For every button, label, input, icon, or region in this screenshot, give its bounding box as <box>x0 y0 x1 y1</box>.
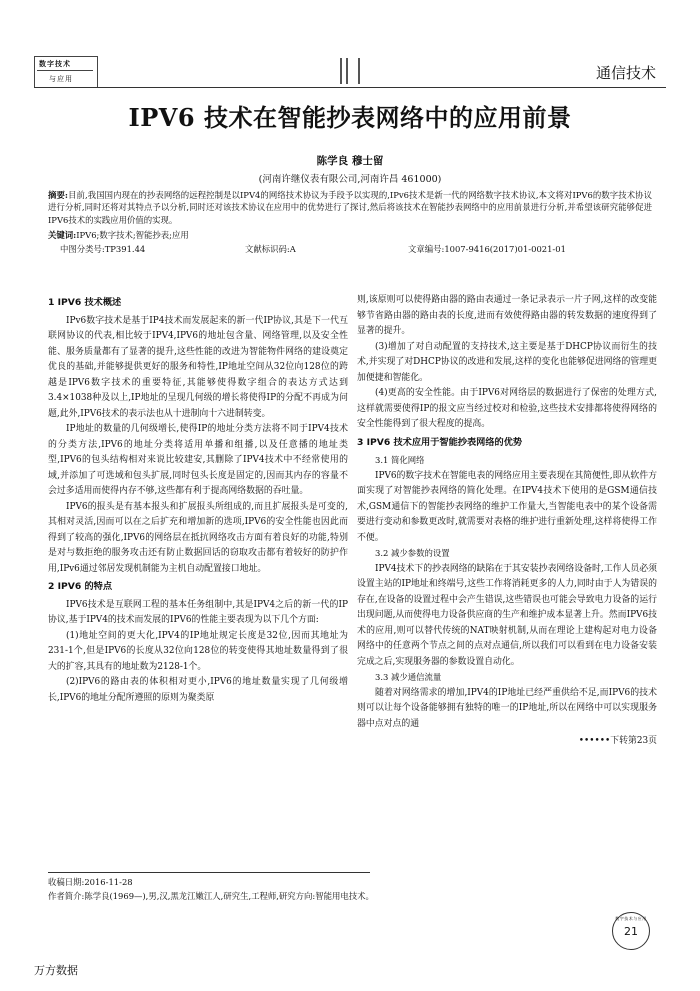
footnote-rule <box>48 872 370 873</box>
paragraph: 随着对网络需求的增加,IPV4的IP地址已经严重供给不足,而IPV6的技术则可以让每个设备能够拥有独特的唯一的IP地址,所以在网络中可以实现服务器中点对点的通 <box>357 687 657 729</box>
watermark: 万方数据 <box>34 964 78 977</box>
journal-logo-divider <box>37 70 93 71</box>
paragraph: (3)增加了对自动配置的支持技术,这主要是基于DHCP协议而衍生的技术,并实现了对DHCP协议的改进和发展,这样的变化也能够促进网络的管理更加便捷和智能化。 <box>357 341 657 383</box>
paragraph: (2)IPV6的路由表的体积相对更小,IPV6的地址数量实现了几何级增长,IPV6的地址分配所遵照的原则为聚类原 <box>48 677 348 703</box>
subheading-3-2: 3.2 减少参数的设置 <box>375 548 450 558</box>
abstract <box>48 189 652 226</box>
header-rule <box>34 87 666 88</box>
header-bars-decoration <box>340 58 362 84</box>
heading-1: 1 IPV6 技术概述 <box>48 297 122 308</box>
document-code: 文献标识码:A <box>245 244 296 254</box>
paragraph: IPv6数字技术是基于IP4技术而发展起来的新一代IP协议,其是下一代互联网协议的代表,相比较于IPV4,IPV6的地址包含量、网络管理,以及安全性能、服务质量都有了显著的提升,这些性能的改进为智能物件网络的建设奠定优良的基础,并能够提供更好的服务和特性,IP地址空间从32位向128位的跨越是IPV6数字技术的重要特征,其能够使得数字组合的表达方式达到3.4×1038种及以上,IP地址的呈现几何级的增长将使得IP的分配不再成为问题,此外,IPV6技术的表示法也从十进制向十六进制转变。 <box>48 315 348 419</box>
page-number-badge <box>612 912 650 950</box>
paragraph: 则,该原则可以使得路由器的路由表通过一条记录表示一片子网,这样的改变能够节省路由器的路由表的长度,进而有效使得路由器的转发数据的速度得到了显著的提升。 <box>357 295 657 336</box>
authors: 陈学良 穆士留 <box>316 155 384 167</box>
left-column <box>48 293 348 706</box>
journal-logo <box>34 56 98 88</box>
heading-2: 2 IPV6 的特点 <box>48 581 113 592</box>
journal-logo-line2: 与应用 <box>49 75 73 83</box>
abstract-text: 目前,我国国内现在的抄表网络的远程控制是以IPV4的网络技术协议为手段予以实现的,IPv6技术是新一代的网络数字技术协议,本文将对IPV6的数字技术协议进行分析,同时还将对其特点予以分析,同时还对该技术协议在应用中的优势进行了探讨,然后将该技术在智能抄表网络中的应用前景进行分析,并希望该研究能够促进IPV6技术的实践应用价值的实现。 <box>48 190 652 225</box>
affiliation: (河南许继仪表有限公司,河南许昌 461000) <box>258 174 442 185</box>
paragraph: (1)地址空间的更大化,IPV4的IP地址规定长度是32位,因而其地址为231-1个,但是IPV6的长度从32位向128位的转变使得其地址数量得到了很大的扩容,其具有的地址数为2128-1个。 <box>48 630 348 672</box>
journal-logo-line1: 数字技术 <box>39 59 71 68</box>
page-number: 21 <box>624 924 638 938</box>
right-column <box>357 293 657 750</box>
abstract-label: 摘要: <box>48 190 69 200</box>
keywords <box>48 229 189 241</box>
paragraph: IP地址的数量的几何级增长,使得IP的地址分类方法将不同于IPV4技术的分类方法,IPV6的地址分类将适用单播和组播,以及任意播的地址类型,IPV6的包头结构相对来说比较建安,其删除了IPV4技术中不经常使用的域,并添加了可选域和包头扩展,同时包头长度是固定的,因而其内存的容量不会过多适用而使得内存不够,这些都有利于提高网络数据的吞吐量。 <box>48 424 348 496</box>
keywords-label: 关键词: <box>48 230 77 240</box>
subheading-3-3: 3.3 减少通信流量 <box>375 672 442 682</box>
article-title: IPV6 技术在智能抄表网络中的应用前景 <box>128 103 572 132</box>
paragraph: IPV6的数字技术在智能电表的网络应用主要表现在其简便性,即从软件方面实现了对智能抄表网络的简化处理。在IPV4技术下使用的是GSM通信技术,GSM通信下的智能抄表网络的维护工作量大,当智能电表中的某个设备需要进行变动和参数更改时,就需要对表格的维护进行重新处理,这样将使得工作不便。 <box>357 470 657 543</box>
keywords-text: IPV6;数字技术;智能抄表;应用 <box>76 230 189 240</box>
received-date: 收稿日期:2016-11-28 <box>48 877 133 887</box>
paragraph: (4)更高的安全性能。由于IPV6对网络层的数据进行了保密的处理方式,这样就需要使得IP的报文应当经过校对和检验,这些技术安排都将使得网络的安全性能得到了很大程度的提高。 <box>357 388 657 429</box>
paragraph: IPV6的报头是有基本报头和扩展报头所组成的,而且扩展报头是可变的,其相对灵活,因而可以在之后扩充和增加新的选项,IPV6的安全性能也因此而得到了较高的强化,IPV6的网络层在抵抗网络攻击方面有着良好的功能,特别是对与数拒绝的服务攻击还有防止数据回话的窃取攻击都有着较好的防护作用,IPv6通过邻居发现机制能为主机自动配置接口地址。 <box>48 501 348 574</box>
clc-number: 中图分类号:TP391.44 <box>60 244 146 254</box>
page-badge-ring-text: 数字技术与应用 <box>615 916 647 921</box>
continued-note: ••••••下转第23页 <box>578 736 657 746</box>
section-label: 通信技术 <box>595 64 656 82</box>
paragraph: IPV6技术是互联网工程的基本任务组制中,其是IPV4之后的新一代的IP协议,基于IPV4的技术而发展的IPV6的性能主要表现为以下几个方面: <box>48 599 348 625</box>
heading-3: 3 IPV6 技术应用于智能抄表网络的优势 <box>357 436 523 448</box>
author-bio: 作者简介:陈学良(1969—),男,汉,黑龙江嫩江人,研究生,工程师,研究方向:智能用电技术。 <box>48 891 374 901</box>
article-number: 文章编号:1007-9416(2017)01-0021-01 <box>408 244 566 254</box>
paragraph: IPV4技术下的抄表网络的缺陷在于其安装抄表网络设备时,工作人员必须设置主站的IP地址和终端号,这些工作将消耗更多的人力,同时由于人为错误的存在,在设备的设置过程中会产生错误,这些错误也可能会导致电力设备的运行出现问题,从而使得电力设备供应商的生产和维护成本显著上升。然而IPV6技术的应用,则可以替代传统的NAT映射机制,从而在理论上建构起对电力设备网络中的任意两个节点之间的点对点通信,所以我们可以看到在电力设备安装完成之后,实现服务器的参数设置自动化。 <box>357 563 657 667</box>
subheading-3-1: 3.1 简化网络 <box>375 455 425 465</box>
